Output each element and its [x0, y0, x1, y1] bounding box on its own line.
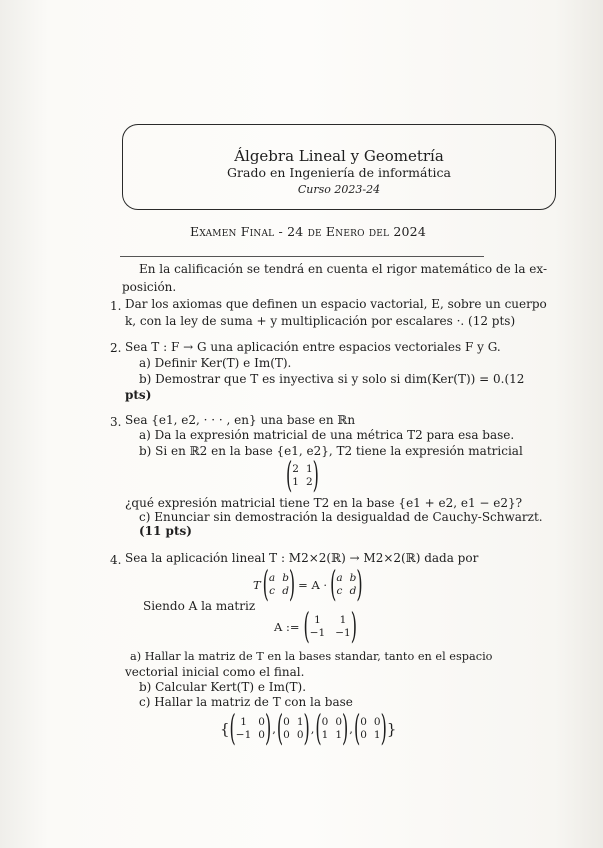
q4-line-1: Sea la aplicación lineal T : M2×2(ℝ) → M2×2(ℝ) dada por [125, 551, 479, 565]
matrix-cell: 0 [321, 716, 329, 728]
basis-matrix-3 [322, 716, 342, 741]
q2-part-a: a) Definir Ker(T) e Im(T). [139, 356, 292, 370]
matrix-cell: c [336, 585, 343, 598]
matrix-cell: 2 [292, 463, 299, 475]
q3-part-c: c) Enunciar sin demostración la desigualdad de Cauchy-Schwarzt. [139, 510, 543, 524]
course-title: Álgebra Lineal y Geometría [234, 147, 444, 165]
matrix-cell: 0 [335, 716, 343, 728]
matrix-cell: c [269, 585, 275, 598]
matrix-cell: 1 [292, 476, 299, 489]
q3-part-a: a) Da la expresión matricial de una métrica T2 para esa base. [139, 428, 515, 442]
matrix-cell: 0 [296, 729, 304, 742]
matrix-cell: 1 [373, 729, 381, 742]
matrix-cell: b [282, 572, 289, 584]
intro-line-1: En la calificación se tendrá en cuenta el rigor matemático de la ex- [139, 262, 548, 276]
matrix-cell: a [268, 572, 276, 584]
exam-title: Examen Final - 24 de Enero del 2024 [190, 224, 426, 239]
matrix-cell: 1 [321, 729, 329, 742]
q2-number: 2. [110, 341, 122, 355]
q3-question: ¿qué expresión matricial tiene T2 en la base {e1 + e2, e1 − e2}? [125, 496, 523, 510]
matrix-cell: b [349, 572, 357, 584]
matrix-cell: −1 [235, 729, 252, 742]
matrix-cell: 0 [258, 716, 265, 728]
matrix-cell: 1 [339, 614, 347, 626]
course-year: Curso 2023-24 [297, 183, 381, 196]
matrix-cell: 0 [360, 716, 367, 728]
a-matrix-definition: A := ( 1 1 −1 −1 ) [274, 604, 357, 647]
matrix-cell: 2 [305, 476, 313, 489]
q3-line-1: Sea {e1, e2, · · · , en} una base en ℝn [125, 413, 356, 427]
matrix-cell: 1 [305, 463, 313, 475]
basis-matrix-1 [236, 716, 265, 741]
matrix-cell: 0 [283, 716, 290, 728]
matrix-cell: d [349, 585, 357, 598]
q4-definition: T ( a b c d ) = A · ( a b c d ) [253, 562, 363, 605]
matrix-cell: 0 [360, 729, 367, 742]
q4-number: 4. [110, 553, 122, 567]
matrix-cell: d [282, 585, 289, 598]
q2-part-b: b) Demostrar que T es inyectiva si y solo si dim(Ker(T)) = 0.(12 [139, 372, 525, 386]
matrix-cell: 0 [258, 729, 265, 742]
q3-part-b: b) Si en ℝ2 en la base {e1, e2}, T2 tiene la expresión matricial [139, 444, 523, 458]
matrix-cell: 1 [314, 614, 321, 626]
q3-number: 3. [110, 415, 122, 429]
basis-matrix-4 [360, 716, 380, 741]
a-def-label: A := [274, 619, 300, 634]
q4-part-b: b) Calcular Kert(T) e Im(T). [139, 680, 307, 694]
matrix-cell: 1 [335, 729, 343, 742]
q1-line-1: Dar los axiomas que definen un espacio vactorial, E, sobre un cuerpo [125, 297, 547, 311]
equals-a-dot: = A · [298, 577, 328, 592]
matrix-cell: 0 [283, 729, 290, 742]
title-rule [120, 256, 484, 257]
degree-name: Grado en Ingeniería de informática [227, 165, 451, 180]
q1-number: 1. [110, 299, 122, 313]
q4-part-a-line-2: vectorial inicial como el final. [125, 665, 305, 679]
q2-points: pts) [125, 388, 152, 402]
q4-part-c: c) Hallar la matriz de T con la base [139, 695, 353, 709]
q4-siendo: Siendo A la matriz [143, 599, 256, 613]
basis-matrix-2 [283, 716, 303, 741]
intro-line-2: posición. [122, 280, 177, 294]
matrix-cell: −1 [309, 627, 326, 640]
matrix-cell: 1 [296, 716, 304, 728]
matrix-cell: a [336, 572, 343, 584]
map-symbol: T [253, 577, 261, 592]
matrix-cell: 1 [240, 716, 247, 728]
q3-points: (11 pts) [139, 524, 192, 538]
metric-matrix: ( 2 1 1 2 ) [286, 453, 319, 496]
matrix-cell: 0 [373, 716, 381, 728]
matrix-cell: −1 [335, 627, 351, 640]
basis-set: { ( 1 0 −1 0 ) , ( 0 1 0 0 ) , ( 0 0 1 1 ) , ( 0 0 0 1 ) } [220, 706, 397, 749]
q1-line-2: k, con la ley de suma + y multiplicación por escalares ·. (12 pts) [125, 314, 516, 328]
header-box [122, 124, 556, 210]
q4-part-a-line-1: a) Hallar la matriz de T en la bases standar, tanto en el espacio [130, 650, 493, 663]
q2-line-1: Sea T : F → G una aplicación entre espacios vectoriales F y G. [125, 340, 501, 354]
